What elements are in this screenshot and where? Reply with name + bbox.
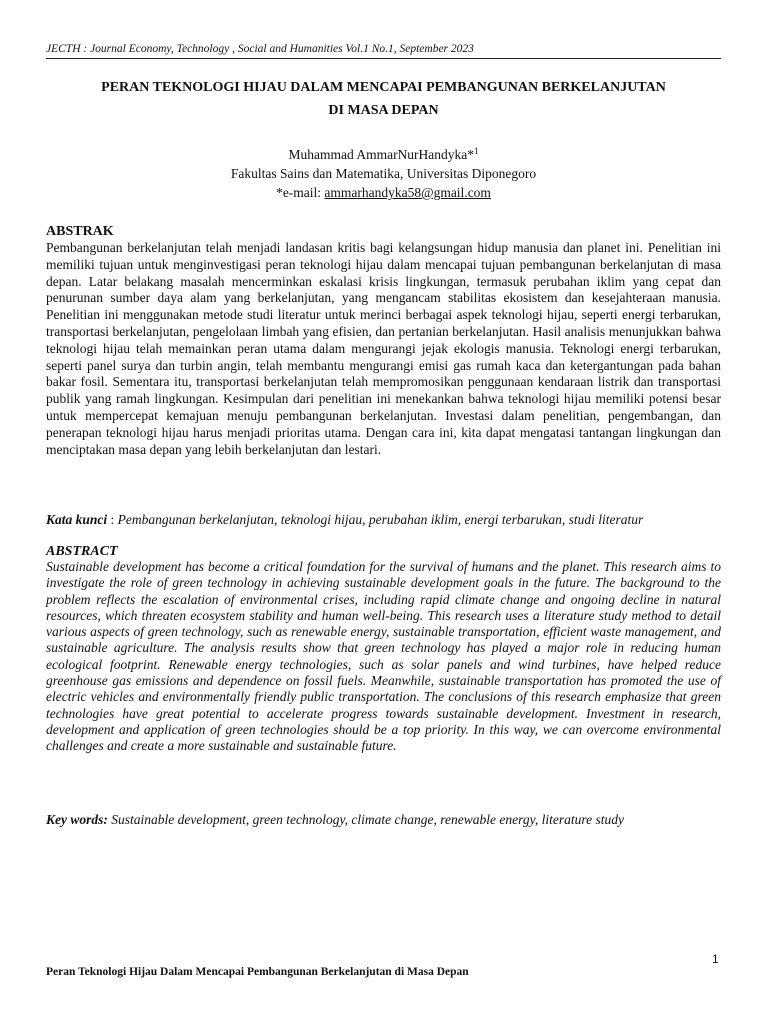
running-foot: Peran Teknologi Hijau Dalam Mencapai Pembangunan Berkelanjutan di Masa Depan	[46, 966, 469, 978]
affiliation-mark: 1	[474, 146, 479, 156]
keywords-label: Key words:	[46, 812, 108, 827]
abstract-heading: ABSTRACT	[46, 544, 118, 559]
paper-title-line-1: PERAN TEKNOLOGI HIJAU DALAM MENCAPAI PEMBANGUNAN BERKELANJUTAN	[101, 80, 666, 95]
author-email-line	[46, 183, 721, 202]
author-name-line	[46, 142, 721, 164]
abstrak-body: Pembangunan berkelanjutan telah menjadi landasan kritis bagi kelangsungan hidup manusia dan planet ini. Penelitian ini memiliki tujuan untuk menginvestigasi peran teknologi hijau dalam mencapai tujuan pembangunan berkelanjutan di masa depan. Latar belakang masalah mencerminkan eskalasi krisis lingkungan, termasuk perubahan iklim yang cepat dan penurunan sumber daya alam yang berkelanjutan, yang mengancam stabilitas ekosistem dan kesejahteraan manusia. Penelitian ini menggunakan metode studi literatur untuk merinci berbagai aspek teknologi hijau, seperti energi terbarukan, transportasi berkelanjutan, pengelolaan limbah yang efisien, dan pertanian berkelanjutan. Hasil analisis menunjukkan bahwa teknologi hijau telah memainkan peran utama dalam mengurangi jejak ekologis manusia. Teknologi energi terbarukan, seperti panel surya dan turbin angin, telah membantu mengurangi emisi gas rumah kaca dan ketergantungan pada bahan bakar fosil. Sementara itu, transportasi berkelanjutan telah mempromosikan penggunaan kendaraan listrik dan transportasi publik yang ramah lingkungan. Kesimpulan dari penelitian ini menekankan bahwa teknologi hijau memiliki potensi besar untuk mempercepat kemajuan menuju pembangunan berkelanjutan. Investasi dalam penelitian, pengembangan, dan penerapan teknologi hijau harus menjadi prioritas utama. Dengan cara ini, kita dapat mengatasi tantangan lingkungan dan menciptakan masa depan yang lebih berkelanjutan dan lestari.	[46, 240, 721, 457]
author-affiliation: Fakultas Sains dan Matematika, Universitas Diponegoro	[230, 166, 537, 181]
abstrak-heading: ABSTRAK	[46, 224, 114, 239]
email-link[interactable]: ammarhandyka58@gmail.com	[324, 185, 491, 200]
kata-kunci-values: Pembangunan berkelanjutan, teknologi hijau, perubahan iklim, energi terbarukan, studi literatur	[117, 512, 644, 527]
header-rule	[46, 58, 721, 59]
kata-kunci-label: Kata kunci	[46, 512, 108, 527]
author-block	[46, 142, 721, 202]
journal-running-head: JECTH : Journal Economy, Technology , Social and Humanities Vol.1 No.1, September 2023	[46, 43, 474, 55]
kata-kunci-line	[46, 512, 736, 528]
paper-title	[46, 76, 721, 122]
keywords-values: Sustainable development, green technology, climate change, renewable energy, literature study	[111, 812, 624, 827]
page-number: 1	[712, 952, 719, 966]
kata-kunci-separator: :	[107, 512, 118, 527]
author-name: Muhammad AmmarNurHandyka*	[288, 147, 475, 162]
email-label: *e-mail:	[276, 185, 325, 200]
abstract-body: Sustainable development has become a critical foundation for the survival of humans and the planet. This research aims to investigate the role of green technology in achieving sustainable development goals in the future. The background to the problem reflects the escalation of environmental crises, including rapid climate change and ongoing decline in natural resources, which threaten ecosystem stability and human well-being. This research uses a literature study method to detail various aspects of green technology, such as renewable energy, sustainable transportation, efficient waste management, and sustainable agriculture. The analysis results show that green technology has played a major role in reducing human ecological footprint. Renewable energy technologies, such as solar panels and wind turbines, have helped reduce greenhouse gas emissions and dependence on fossil fuels. Meanwhile, sustainable transportation has promoted the use of electric vehicles and environmentally friendly public transportation. The conclusions of this research emphasize that green technologies have great potential to accelerate progress towards sustainable development. Investment in research, development and application of green technologies should be a top priority. In this way, we can overcome environmental challenges and create a more sustainable and sustainable future.	[46, 559, 721, 754]
keywords-line	[46, 812, 736, 828]
paper-title-line-2: DI MASA DEPAN	[328, 103, 439, 118]
